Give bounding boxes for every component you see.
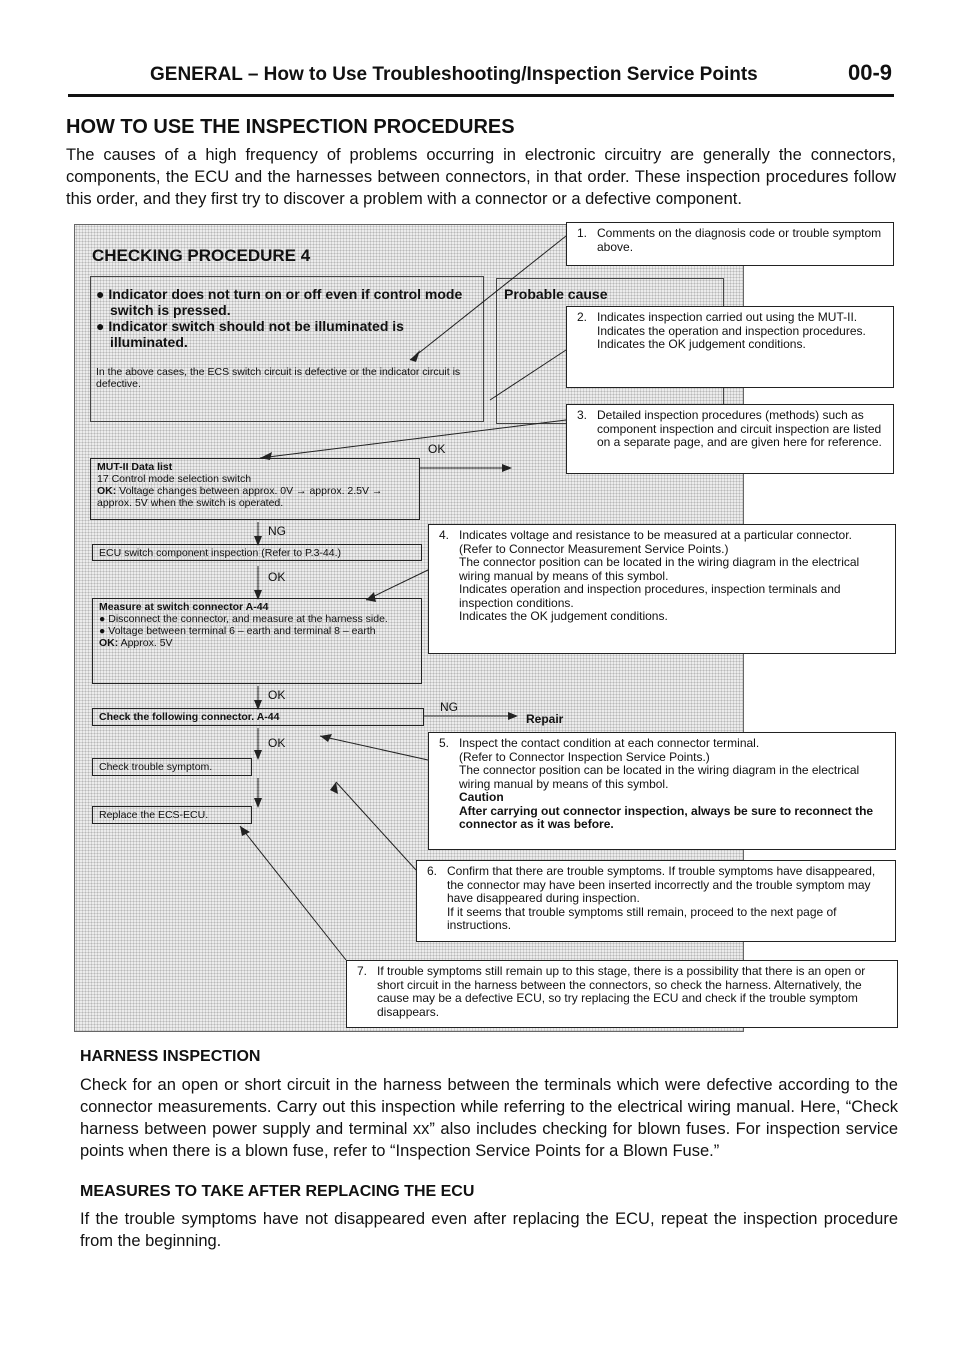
- measure-title: Measure at switch connector A-44: [99, 601, 269, 613]
- callout-line: If it seems that trouble symptoms still remain, proceed to the next page of instructions.: [447, 904, 837, 932]
- ok-label: OK: [268, 688, 286, 702]
- replace-ecu-step: Replace the ECS-ECU.: [92, 806, 252, 824]
- measure-ok-label: OK:: [99, 637, 119, 649]
- callout-number: 2.: [577, 310, 588, 324]
- callout-number: 4.: [439, 528, 450, 542]
- caution-title: Caution: [459, 790, 504, 804]
- symptom-item: ● Indicator switch should not be illuminated is illuminated.: [96, 318, 404, 350]
- callout-number: 5.: [439, 736, 450, 750]
- callout-7: [346, 960, 898, 1028]
- callout-line: (Refer to Connector Measurement Service Points.): [459, 541, 729, 556]
- probable-cause-heading: Probable cause: [504, 286, 608, 302]
- callout-line: The connector position can be located in the wiring diagram in the electrical wiring manual by means of this symbol.: [459, 763, 860, 791]
- callout-line: (Refer to Connector Inspection Service Points.): [459, 749, 710, 764]
- callout-6: [416, 860, 896, 942]
- callout-line: Indicates the OK judgement conditions.: [459, 609, 668, 623]
- ok-label: OK: [428, 442, 446, 456]
- check-connector-step: Check the following connector. A-44: [92, 708, 424, 726]
- callout-number: 7.: [357, 964, 368, 978]
- harness-paragraph: Check for an open or short circuit in the harness between the terminals which were defective according to the connector measurements. Carry out this inspection while referring to the electrical wiring manual. Here, “Check harness between power supply and terminal xx” also includes checking for blown fuses. For inspection service points when there is a blown fuse, refer to “Inspection Service Points for a Blown Fuse.”: [80, 1076, 898, 1160]
- callout-number: 3.: [577, 408, 588, 422]
- callout-line: The connector position can be located in the wiring diagram in the electrical wiring manual by means of this symbol.: [459, 555, 860, 583]
- caution-text: After carrying out connector inspection, always be sure to reconnect the connector as it was before.: [459, 803, 874, 831]
- measures-heading: MEASURES TO TAKE AFTER REPLACING THE ECU: [80, 1183, 475, 1200]
- ng-label: NG: [268, 524, 286, 538]
- mut-ok-label: OK:: [97, 485, 117, 497]
- callout-number: 6.: [427, 864, 438, 878]
- header-title: GENERAL – How to Use Troubleshooting/Inspection Service Points: [150, 64, 758, 85]
- callout-2: [566, 306, 894, 388]
- callout-line: Inspect the contact condition at each connector terminal.: [459, 736, 760, 750]
- mut-line1: MUT-II Data list: [97, 461, 173, 473]
- callout-4: [428, 524, 896, 654]
- intro-paragraph: The causes of a high frequency of problems occurring in electronic circuitry are generally the connectors, components, the ECU and the harnesses between connectors, in that order. These inspection procedures follow this order, and they first try to discover a problem with a connector or a defective component.: [66, 146, 896, 208]
- symptom-item: ● Indicator does not turn on or off even if control mode switch is pressed.: [96, 286, 463, 318]
- callout-number: 1.: [577, 226, 588, 240]
- ok-label: OK: [268, 736, 286, 750]
- measures-paragraph: If the trouble symptoms have not disappeared even after replacing the ECU, repeat the inspection procedure from the beginning.: [80, 1210, 898, 1250]
- measure-bullet2: Voltage between terminal 6 – earth and terminal 8 – earth: [108, 625, 376, 637]
- callout-line: Indicates voltage and resistance to be measured at a particular connector.: [459, 528, 852, 542]
- ecu-inspection-step: ECU switch component inspection (Refer to P.3-44.): [92, 544, 422, 561]
- measure-ok-text: Approx. 5V: [120, 637, 173, 649]
- measure-connector-step: Measure at switch connector A-44 ● Disconnect the connector, and measure at the harness side. ● Voltage between terminal 6 – earth and terminal 8 – earth OK: Approx. 5V: [92, 598, 422, 684]
- ok-label: OK: [268, 570, 286, 584]
- page-number: 00-9: [848, 60, 893, 85]
- callout-line: Indicates the OK judgement conditions.: [597, 337, 806, 351]
- repair-label: Repair: [526, 712, 564, 726]
- callout-line: Comments on the diagnosis code or trouble symptom above.: [597, 226, 882, 254]
- callout-line: Confirm that there are trouble symptoms. If trouble symptoms have disappeared, the connector may have been inserted incorrectly and the trouble symptom may have disappeared during inspection.: [447, 864, 876, 905]
- mut-ok-text: Voltage changes between approx. 0V → approx. 2.5V → approx. 5V when the switch is operated.: [97, 485, 383, 509]
- mut-line2: 17 Control mode selection switch: [97, 473, 252, 485]
- callout-line: Detailed inspection procedures (methods) such as component inspection and circuit inspection are listed on a separate page, and are given here for reference.: [597, 408, 882, 449]
- ng-label: NG: [440, 700, 458, 714]
- indicator-note: In the above cases, the ECS switch circuit is defective or the indicator circuit is defective.: [96, 366, 461, 390]
- callout-3: [566, 404, 894, 474]
- callout-5: [428, 732, 896, 850]
- section-title: HOW TO USE THE INSPECTION PROCEDURES: [66, 116, 515, 138]
- harness-heading: HARNESS INSPECTION: [80, 1048, 261, 1065]
- callout-line: If trouble symptoms still remain up to this stage, there is a possibility that there is an open or short circuit in the harness between the connectors, so check the harness. Alternatively, the cause may be a defective ECU, so try replacing the ECU and check if the trouble symptom disappears.: [377, 964, 866, 1019]
- callout-line: Indicates the operation and inspection procedures.: [597, 323, 866, 338]
- callout-line: Indicates inspection carried out using the MUT-II.: [597, 310, 858, 324]
- measure-bullet1: Disconnect the connector, and measure at the harness side.: [108, 613, 388, 625]
- checking-procedure-title: CHECKING PROCEDURE 4: [92, 246, 311, 265]
- check-symptom-step: Check trouble symptom.: [92, 758, 252, 776]
- callout-1: [566, 222, 894, 266]
- callout-line: Indicates operation and inspection procedures, inspection terminals and inspection conditions.: [459, 582, 841, 610]
